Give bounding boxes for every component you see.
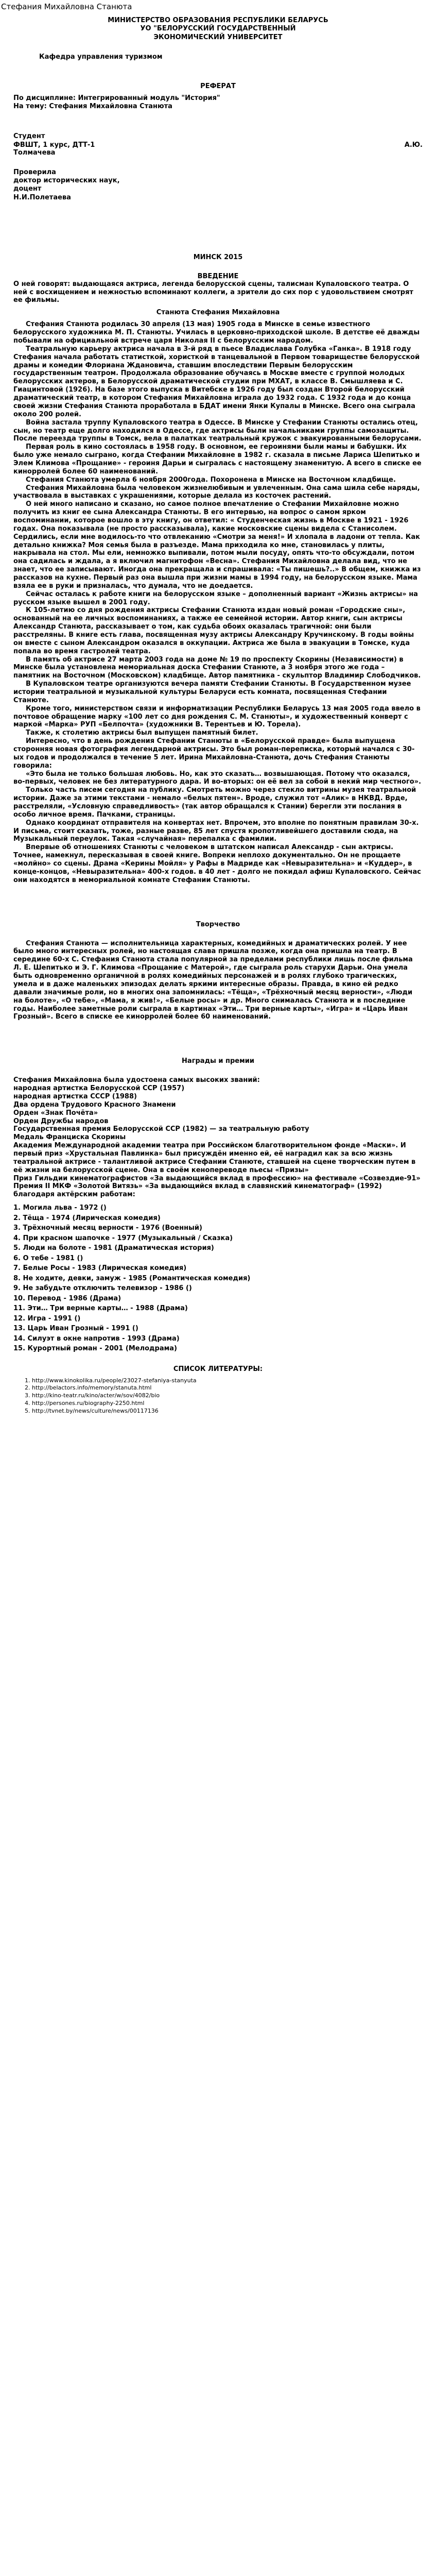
film-item: 15. Курортный роман - 2001 (Мелодрама) — [13, 1345, 177, 1353]
film-item: 10. Перевод - 1986 (Драма) — [13, 1294, 121, 1302]
film-item: 12. Игра - 1991 () — [13, 1314, 81, 1323]
city-year: МИНСК 2015 — [193, 253, 243, 261]
film-item: 7. Белые Росы - 1983 (Лирическая комедия) — [13, 1264, 187, 1273]
film-item: 1. Могила льва - 1972 () — [13, 1204, 107, 1212]
reference-link[interactable]: 1. http://www.kinokolika.ru/people/23027-stefaniya-stanyuta — [32, 1377, 423, 1385]
student-row — [13, 141, 423, 149]
ministry-line: ЭКОНОМИЧЕСКИЙ УНИВЕРСИТЕТ — [153, 33, 283, 41]
award-item: Орден Дружбы народов — [13, 1117, 109, 1125]
creativity-heading: Творчество — [196, 920, 240, 928]
references-list — [13, 1377, 423, 1415]
award-item: народная артистка СССР (1988) — [13, 1092, 137, 1100]
reference-link[interactable]: 4. http://persones.ru/biography-2250.html — [32, 1400, 423, 1408]
bio-paragraph: Кроме того, министерством связи и информатизации Республики Беларусь 13 мая 2005 года ввело в почтовое обращение марку «100 лет со дня рождения С. М. Станюты», и художественный конверт с маркой «Марка» РУП «Белпочта» (художники В. Терентьев и Ю. Торела). — [13, 704, 421, 729]
film-item: 8. Не ходите, девки, замуж - 1985 (Романтическая комедия) — [13, 1274, 251, 1282]
reference-link[interactable]: 3. http://kino-teatr.ru/kino/acter/w/sov/4082/bio — [32, 1392, 423, 1400]
awards-intro: Стефания Михайловна была удостоена самых высоких званий: — [13, 1076, 260, 1084]
award-item: Орден «Знак Почёта» — [13, 1109, 98, 1117]
bio-paragraph: Война застала труппу Купаловского театра в Одессе. В Минске у Стефании Станюты остались отец, сын, но театр еще долго находился в Одессе, где актрисы были начальниками группы самозащиты. После переезда труппы в Томск, вела в палатках театральный кружок с эвакуированными белорусами. — [13, 418, 422, 443]
bio-paragraph: Только часть писем сегодня на публику. Смотреть можно через стекло витрины музея театральной истории. Даже за этими текстами - немало «белых пятен». Вроде, служил тот «Алик» в НКВД. Врде, расстреляли, «Условную справедливость» (так автор обращался к Стании) берегли эти послания в особо личное время. Пачками, страницы. — [13, 786, 416, 819]
discipline: По дисциплине: Интегрированный модуль "История" — [13, 94, 220, 102]
checked-title: доктор исторических наук, — [13, 177, 120, 184]
bio-paragraph: В Купаловском театре организуются вечера памяти Стефании Станюты. В Государственном музее истории театральной и музыкальной культуры Беларуси есть комната, посвященная Стефании Станюте. — [13, 680, 411, 704]
creativity-text: Стефания Станюта — исполнительница характерных, комедийных и драматических ролей. У нее было много интересных ролей, но настоящая слава пришла позже, когда она пришла на театр. В середине 60-х С. Стефания Станюта стала популярной за пределами республики лишь после фильма Л. Е. Шепитько и Э. Г. Климова «Прощание с Матерой», где сыграла роль старухи Дарьи. Она умела быть одновременно органичной в ролях комедийных персонажей и в ролях глубоко трагических, умела и в даже маленьких эпизодах делать яркими интересные образы. Правда, в кино ей редко давали значимые роли, но в многих она запомнилась: «Тёща», «Трёхночный месяц верности», «Люди на болоте», «О тебе», «Мама, я жив!», «Белые росы» и др. Много снималась Станюта и в последние годы. Наиболее заметные роли сыграла в картинах «Эти… Три верные карты», «Игра» и «Царь Иван Грозный». Всего в списке ее кинорролей более 60 наименований. — [13, 939, 413, 1021]
student-label: Студент — [13, 132, 45, 141]
film-item: 6. О тебе - 1981 () — [13, 1254, 83, 1262]
awards-heading: Награды и премии — [182, 1057, 254, 1065]
ministry-header — [13, 16, 423, 42]
reference-link[interactable]: 2. http://belactors.info/memory/stanuta.html — [32, 1384, 423, 1392]
topic: На тему: Стефания Михайловна Станюта — [13, 103, 172, 110]
bio-paragraph: Сейчас осталась к работе книги на белорусском языке – дополненный вариант «Жизнь актрисы» на русском языке вышел в 2001 году. — [13, 590, 418, 606]
award-item: народная артистка Белорусской ССР (1957) — [13, 1084, 185, 1093]
award-item: Премия II МКФ «Золотой Витязь» «За выдающийся вклад в славянский кинематограф» (1992) благодаря актёрским работам: — [13, 1182, 382, 1199]
checked-title: доцент — [13, 185, 42, 193]
bio-paragraph: Первая роль в кино состоялась в 1958 году. В основном, ее героинями были мамы и бабушки. Их было уже немало сыграно, когда Стефании Михайловне в 1982 г. сказала в письме Лариса Шепитько и Элем Климова «Прощание» - героиня Дарьи и сыгралась с настоящему знаменитую. А всего в списке ее кинорролей более 60 наименований. — [13, 443, 422, 476]
checked-name: Н.И.Полетаева — [13, 193, 71, 201]
work-type: РЕФЕРАТ — [200, 82, 236, 90]
bio-paragraph: О ней много написано и сказано, но самое полное впечатление о Стефании Михайловне можно получить из книг ее сына Александра Станюты. В его интервью, на вопрос о самом ярком воспоминании, которое вошло в эту книгу, он ответил: « Студенческая жизнь в Москве в 1921 - 1926 годах. Она показывала (не просто рассказывала), какие московские сцены видела с Станисолем. Сердились, если мне водилось-то что отвлеканию «Смотри за меня!» И хлопала в ладони от тепла. Как детально книжка? Моя семья была в разъезде. Мама приходила ко мне, становилась у плиты, накрывала на стол. Мы ели, немножко выпивали, потом мыли посуду, опять что-то обсуждали, потом она садилась и ждала, а я включил магнитофон «Весна». Стефания Михайловна делала вид, что не знает, что ее записывают. Иногда она прекращала и спрашивала: «Ты пишешь?..» В общем, книжка из рассказов на кухне. Первый раз она вышла при жизни мамы в 1994 году, на белорусском языке. Мама взяла ее в руки и призналась, что думала, что не доедается. — [13, 500, 421, 590]
bio-paragraph: Также, к столетию актрисы был выпущен памятный билет. — [26, 729, 258, 737]
film-item: 11. Эти… Три верные карты… - 1988 (Драма) — [13, 1304, 188, 1313]
award-item: Приз Гильдии кинематографистов «За выдающийся вклад в профессию» на фестивале «Созвездие-91» — [13, 1174, 421, 1182]
award-item: Академия Международной академии театра при Российском благотворительном фонде «Маски». И первый приз «Хрустальная Павлинка» был присуждён именно ей, её наградил как за всю жизнь театральной актрисе - талантливой актрисе Стефании Станюте, ставшей на сцене творческим путем в её жизни на белорусской сцене. Она в своём кенопереводе пьесы «Призы» — [13, 1142, 416, 1174]
checked-label: Проверила — [13, 168, 56, 176]
filmography-list — [13, 1203, 423, 1354]
bio-paragraph: «Это была не только большая любовь. Но, как это сказать… возвышающая. Потому что оказался, во-первых, человек не без литературного дара. И во-вторых: он её вел за собой в некий мир честного». — [13, 770, 422, 786]
film-item: 3. Трёхночный месяц верности - 1976 (Военный) — [13, 1224, 202, 1232]
film-item: 14. Силуэт в окне напротив - 1993 (Драма) — [13, 1334, 180, 1343]
bio-paragraph: Интересно, что в день рождения Стефании Станюты в «Белорусской правде» была выпущена сторонняя новая фотография легендарной актрисы. Это был роман-переписка, который начался с 30-ых годов и продолжался в течение 5 лет. Ирина Михайловна-Станюта, дочь Стефания Станюты говорила: — [13, 737, 415, 770]
bio-paragraph: Стефания Станюта родилась 30 апреля (13 мая) 1905 года в Минске в семье известного белорусского художника М. П. Станюты. Училась в церковно-приходской школе. В детстве её дважды побывали на официальной встрече царя Николая II с белорусским народом. — [13, 320, 420, 345]
bio-paragraph: Стефания Станюта умерла 6 ноября 2000года. Похоронена в Минске на Восточном кладбище. — [26, 476, 396, 484]
award-item: Медаль Франциска Скорины — [13, 1133, 126, 1142]
references-heading: СПИСОК ЛИТЕРАТУРЫ: — [173, 1365, 263, 1373]
intro-heading: ВВЕДЕНИЕ — [197, 272, 239, 280]
bio-paragraph: Стефания Михайловна была человеком жизнелюбивым и увлеченным. Она сама шила себе наряды, участвовала в выставках с украшениями, которые делала из косточек растений. — [13, 484, 420, 500]
awards-list — [13, 1084, 423, 1199]
biography — [13, 320, 423, 884]
film-item: 4. При красном шапочке - 1977 (Музыкальный / Сказка) — [13, 1234, 233, 1242]
bio-paragraph: Однако координат отправителя на конвертах нет. Впрочем, это вполне по понятным правилам 30-х. И письма, стоит сказать, тоже, разные разве, 85 лет спустя кропотливейшего доставили сюда, на Музыкальный переулок. Такая «случайная» перепалка с фамилии. — [13, 819, 419, 843]
bio-paragraph: Впервые об отношениях Станюты с человеком в штатском написал Александр - сын актрисы. Точнее, намекнул, пересказывая в своей книге. Вопреки неплохо документально. Он не прощаете «молйно» со сцены. Драма «Керины Мойля» у Рафы в Мадриде как «Невыразительна» и «Куддер», в конце-концов, «Невыразительна» 400-х годов. в 40 лет - долго не покидал афиш Купаловского. Сейчас они находятся в мемориальной комнате Стефании Станюты. — [13, 843, 421, 884]
department: Кафедра управления туризмом — [39, 53, 163, 61]
student-surname: Толмачева — [13, 148, 56, 157]
bio-paragraph: К 105-летию со дня рождения актрисы Стефании Станюта издан новый роман «Городские сны», основанный на ее личных воспоминаниях, а также ее семейной истории. Автор книги, сын актрисы Александр Станюта, рассказывает о том, как судьба обоих оказалась трагичной: они были расстреляны. В книге есть глава, посвященная музу актрисы Александру Кручинскому. В годы войны он вместе с сыном Александром оказался в оккупации. Актриса же была в эвакуации в Томске, куда попала во время гастролей театра. — [13, 606, 414, 655]
bio-heading: Станюта Стефания Михайловна — [156, 309, 280, 317]
bio-paragraph: Театральную карьеру актриса начала в 3-й ряд в пьесе Владислава Голубка «Ганка». В 1918 году Стефания начала работать статисткой, хористкой в танцевальной в Первом товариществе белорусской драмы и комедии Флориана Ждановича, ставшим впоследствии Первым белорусским государственным театром. Продолжала образование обучаясь в Москве вместе с группой молодых белорусских актеров, в Белорусской драматической студии при МХАТ, в классе В. Смышляева и С. Гиацинтовой (1926). На базе этого выпуска в Витебске в 1926 году был создан Второй белорусский драматический театр, в котором Стефания Михайловна играла до 1932 года. С 1932 года и до конца своей жизни Стефания Станюта проработала в БДАТ имени Янки Купалы в Минске. Всего она сыграла около 200 ролей. — [13, 345, 420, 418]
film-item: 9. Не забудьте отключить телевизор - 1986 () — [13, 1284, 192, 1293]
film-item: 13. Царь Иван Грозный - 1991 () — [13, 1325, 138, 1333]
ministry-line: МИНИСТЕРСТВО ОБРАЗОВАНИЯ РЕСПУБЛИКИ БЕЛАРУСЬ — [108, 16, 328, 24]
award-item: Государственная премия Белорусской ССР (1982) — за театральную работу — [13, 1125, 309, 1133]
student-group: ФВШТ, 1 курс, ДТТ-1 — [13, 141, 95, 149]
reference-link[interactable]: 5. http://tvnet.by/news/culture/news/00117136 — [32, 1408, 423, 1415]
bio-paragraph: В память об актрисе 27 марта 2003 года на доме № 19 по проспекту Скорины (Независимости) в Минске была установлена мемориальная доска Стефании Станюте, а 3 ноября этого же года – памятник на Восточном (Московском) кладбище. Автор памятника - скульптор Владимир Слободчиков. — [13, 655, 421, 680]
film-item: 2. Тёща - 1974 (Лирическая комедия) — [13, 1214, 161, 1222]
film-item: 5. Люди на болоте - 1981 (Драматическая история) — [13, 1244, 214, 1252]
ministry-line: УО "БЕЛОРУССКИЙ ГОСУДАРСТВЕННЫЙ — [140, 25, 296, 33]
document-title: Стефания Михайловна Станюта — [1, 2, 132, 11]
student-initials: А.Ю. — [404, 141, 423, 149]
intro-text: О ней говорят: выдающаяся актриса, легенда белорусской сцены, талисман Купаловского театра. О ней с восхищением и нежностью вспоминают коллеги, а зрители до сих пор с удовольствием смотрят ее фильмы. — [13, 280, 413, 304]
award-item: Два ордена Трудового Красного Знамени — [13, 1100, 176, 1109]
